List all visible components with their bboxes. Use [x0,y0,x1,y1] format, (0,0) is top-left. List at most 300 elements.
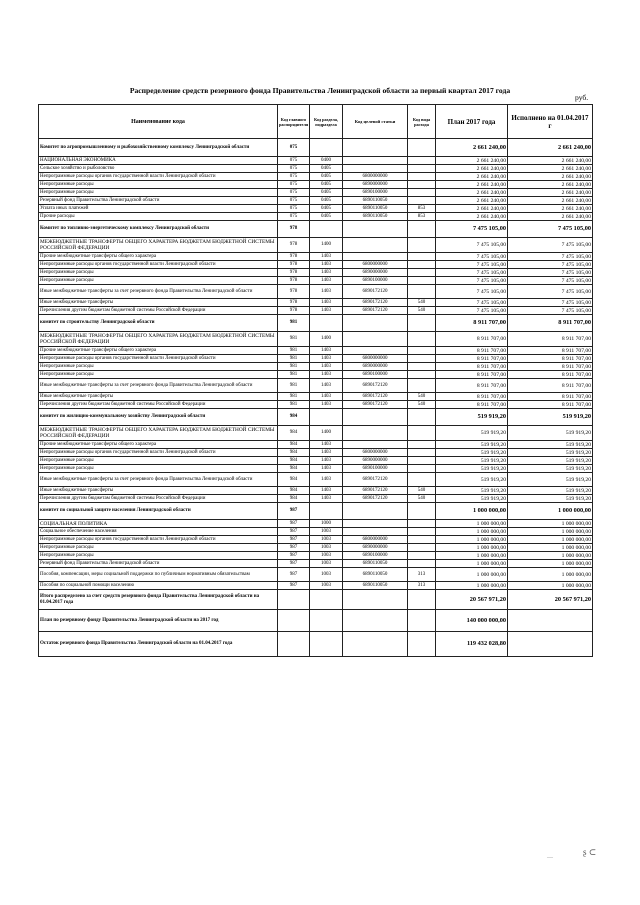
table-row [39,465,593,473]
table-row [39,552,593,560]
cell-plan: 519 919,20 [436,495,508,503]
table-row [39,582,593,590]
cell-article [343,165,408,173]
cell-section: 1403 [310,379,343,393]
cell-admin: 981 [278,332,310,347]
cell-plan: 8 911 707,00 [436,332,508,347]
cell-plan: 2 661 240,00 [436,139,508,157]
cell-name: Сельское хозяйство и рыболовство [39,165,278,173]
cell-done: 1 000 000,00 [508,544,593,552]
header-article: Код целевой статьи [343,105,408,139]
cell-admin: 987 [278,528,310,536]
cell-section: 1403 [310,495,343,503]
cell-name: Итого распределено за счет средств резервного фонда Правительства Ленинградской области на 01.04.2017 года [39,590,278,610]
cell-name: Перечисления другим бюджетам бюджетной системы Российской Федерации [39,495,278,503]
cell-name: Прочие межбюджетные трансферты общего характера [39,253,278,261]
table-row [39,473,593,487]
cell-article: 6890172120 [343,393,408,401]
cell-exptype [408,315,436,332]
cell-article [343,520,408,528]
cell-exptype [408,332,436,347]
header-section: Код раздела, подраздела [310,105,343,139]
cell-done: 7 475 105,00 [508,307,593,315]
cell-done: 1 000 000,00 [508,528,593,536]
cell-admin: 984 [278,441,310,449]
cell-plan: 1 000 000,00 [436,582,508,590]
cell-exptype [408,347,436,355]
cell-article [343,315,408,332]
table-row [39,426,593,441]
cell-name: МЕЖБЮДЖЕТНЫЕ ТРАНСФЕРТЫ ОБЩЕГО ХАРАКТЕРА БЮДЖЕТАМ БЮДЖЕТНОЙ СИСТЕМЫ РОССИЙСКОЙ ФЕДЕРАЦИИ [39,332,278,347]
cell-article [343,409,408,426]
cell-exptype [408,221,436,238]
cell-done: 8 911 707,00 [508,363,593,371]
cell-article: 6890172120 [343,285,408,299]
table-row [39,590,593,610]
cell-section: 1403 [310,441,343,449]
cell-article: 6890110050 [343,213,408,221]
cell-admin: 984 [278,409,310,426]
cell-article: 6800000000 [343,173,408,181]
cell-admin: 984 [278,449,310,457]
cell-section: 1003 [310,568,343,582]
cell-article: 6890172120 [343,299,408,307]
cell-article [343,253,408,261]
cell-done: 519 919,20 [508,473,593,487]
cell-article: 6890172120 [343,473,408,487]
cell-exptype: 540 [408,495,436,503]
cell-article: 6890100000 [343,189,408,197]
cell-plan: 1 000 000,00 [436,528,508,536]
cell-section: 0405 [310,173,343,181]
cell-admin: 978 [278,238,310,253]
cell-section: 1403 [310,393,343,401]
cell-plan: 2 661 240,00 [436,165,508,173]
cell-article [343,426,408,441]
cell-section: 1403 [310,299,343,307]
cell-admin: 987 [278,560,310,568]
cell-done: 7 475 105,00 [508,253,593,261]
cell-admin: 987 [278,536,310,544]
cell-section: 1003 [310,544,343,552]
cell-name: План по резервному фонду Правительства Ленинградской области на 2017 год [39,610,278,632]
cell-section [310,139,343,157]
cell-name: Перечисления другим бюджетам бюджетной системы Российской Федерации [39,307,278,315]
table-row [39,253,593,261]
table-row [39,157,593,165]
cell-done: 8 911 707,00 [508,347,593,355]
cell-done: 7 475 105,00 [508,221,593,238]
cell-article: 6890172120 [343,487,408,495]
cell-admin: 984 [278,495,310,503]
cell-exptype: 540 [408,487,436,495]
cell-done: 2 661 240,00 [508,173,593,181]
cell-exptype: 540 [408,401,436,409]
cell-plan: 1 000 000,00 [436,560,508,568]
cell-name: Непрограммные расходы органов государственной власти Ленинградской области [39,449,278,457]
table-row [39,536,593,544]
table-row [39,139,593,157]
table-row [39,355,593,363]
table-body [39,139,593,657]
cell-admin: 978 [278,261,310,269]
cell-article: 6890172120 [343,401,408,409]
cell-plan: 519 919,20 [436,449,508,457]
table-row [39,165,593,173]
cell-admin: 987 [278,552,310,560]
table-row [39,315,593,332]
cell-article: 6800000000 [343,261,408,269]
cell-name: комитет по строительству Ленинградской области [39,315,278,332]
cell-exptype [408,560,436,568]
header-exptype: Код вида расхода [408,105,436,139]
cell-plan: 519 919,20 [436,409,508,426]
cell-admin [278,632,310,657]
cell-section: 0405 [310,181,343,189]
cell-article: 6890110050 [343,560,408,568]
cell-section [310,632,343,657]
cell-exptype [408,426,436,441]
cell-exptype [408,269,436,277]
cell-section: 0405 [310,189,343,197]
cell-done [508,632,593,657]
cell-done: 1 000 000,00 [508,503,593,520]
table-row [39,189,593,197]
cell-plan: 8 911 707,00 [436,371,508,379]
cell-done: 2 661 240,00 [508,197,593,205]
cell-done: 8 911 707,00 [508,332,593,347]
document-title: Распределение средств резервного фонда Правительства Ленинградской области за первый квартал 2017 года [129,86,511,95]
cell-article: 6890172120 [343,307,408,315]
cell-section: 0400 [310,157,343,165]
handwritten-mark: ʂ ⊂ [583,847,597,857]
table-row [39,457,593,465]
cell-name: Непрограммные расходы [39,544,278,552]
table-row [39,238,593,253]
cell-admin: 978 [278,277,310,285]
cell-done: 1 000 000,00 [508,582,593,590]
cell-article: 6890000000 [343,363,408,371]
cell-plan: 119 432 028,80 [436,632,508,657]
cell-admin: 075 [278,197,310,205]
table-row [39,393,593,401]
cell-plan: 1 000 000,00 [436,544,508,552]
cell-section: 1400 [310,426,343,441]
cell-plan: 8 911 707,00 [436,363,508,371]
cell-plan: 2 661 240,00 [436,205,508,213]
cell-done: 2 661 240,00 [508,189,593,197]
cell-article: 6800000000 [343,449,408,457]
table-row [39,560,593,568]
cell-name: Непрограммные расходы [39,189,278,197]
cell-plan: 7 475 105,00 [436,253,508,261]
cell-plan: 7 475 105,00 [436,269,508,277]
cell-done: 519 919,20 [508,449,593,457]
cell-exptype [408,503,436,520]
cell-name: Непрограммные расходы [39,371,278,379]
cell-plan: 519 919,20 [436,487,508,495]
reserve-fund-table [38,104,593,657]
table-row [39,285,593,299]
cell-plan: 140 000 000,00 [436,610,508,632]
cell-section: 1403 [310,465,343,473]
cell-done: 7 475 105,00 [508,299,593,307]
cell-exptype [408,363,436,371]
cell-article [343,332,408,347]
cell-admin: 984 [278,457,310,465]
table-row [39,181,593,189]
cell-article [343,528,408,536]
table-row [39,332,593,347]
cell-name: Непрограммные расходы [39,363,278,371]
cell-plan: 8 911 707,00 [436,315,508,332]
cell-section: 1400 [310,238,343,253]
cell-exptype: 853 [408,205,436,213]
cell-done [508,610,593,632]
cell-exptype [408,632,436,657]
cell-section: 1403 [310,371,343,379]
cell-exptype: 313 [408,568,436,582]
cell-admin: 981 [278,355,310,363]
cell-done: 1 000 000,00 [508,552,593,560]
cell-name: комитет по социальной защите населения Ленинградской области [39,503,278,520]
cell-admin: 075 [278,165,310,173]
cell-plan: 2 661 240,00 [436,157,508,165]
cell-done: 2 661 240,00 [508,139,593,157]
table-row [39,371,593,379]
cell-name: Иные межбюджетные трансферты [39,487,278,495]
table-row [39,299,593,307]
cell-exptype [408,238,436,253]
cell-plan: 1 000 000,00 [436,503,508,520]
cell-name: НАЦИОНАЛЬНАЯ ЭКОНОМИКА [39,157,278,165]
cell-section: 1403 [310,277,343,285]
cell-article: 6890100000 [343,552,408,560]
cell-admin: 075 [278,157,310,165]
cell-done: 2 661 240,00 [508,181,593,189]
cell-name: Иные межбюджетные трансферты [39,393,278,401]
cell-admin: 981 [278,363,310,371]
cell-admin: 075 [278,139,310,157]
cell-name: Резервный фонд Правительства Ленинградской области [39,560,278,568]
cell-done: 2 661 240,00 [508,157,593,165]
cell-name: Перечисления другим бюджетам бюджетной системы Российской Федерации [39,401,278,409]
cell-exptype [408,253,436,261]
cell-article: 6890110050 [343,197,408,205]
cell-exptype [408,544,436,552]
cell-exptype [408,590,436,610]
cell-section: 0405 [310,197,343,205]
header-plan: План 2017 года [436,105,508,139]
cell-exptype [408,371,436,379]
table-row [39,610,593,632]
cell-admin: 981 [278,401,310,409]
cell-name: Иные межбюджетные трансферты [39,299,278,307]
table-row [39,213,593,221]
cell-name: Непрограммные расходы [39,552,278,560]
table-header-row [39,105,593,139]
cell-done: 519 919,20 [508,409,593,426]
table-row [39,197,593,205]
cell-name: Иные межбюджетные трансферты за счет резервного фонда Правительства Ленинградской области [39,379,278,393]
table-row [39,503,593,520]
cell-section: 1403 [310,307,343,315]
cell-article [343,139,408,157]
cell-plan: 8 911 707,00 [436,347,508,355]
cell-plan: 519 919,20 [436,441,508,449]
cell-admin: 981 [278,347,310,355]
cell-name: Непрограммные расходы [39,181,278,189]
cell-article: 6890110050 [343,568,408,582]
cell-exptype [408,449,436,457]
cell-article: 6800000000 [343,536,408,544]
table-row [39,544,593,552]
table-row [39,173,593,181]
table-row [39,528,593,536]
cell-plan: 8 911 707,00 [436,401,508,409]
cell-exptype [408,189,436,197]
cell-plan: 1 000 000,00 [436,568,508,582]
cell-section: 1403 [310,269,343,277]
cell-section [310,503,343,520]
table-row [39,363,593,371]
header-done: Исполнено на 01.04.2017 г [508,105,593,139]
cell-plan: 1 000 000,00 [436,520,508,528]
cell-done: 2 661 240,00 [508,165,593,173]
cell-article: 6890000000 [343,457,408,465]
cell-name: МЕЖБЮДЖЕТНЫЕ ТРАНСФЕРТЫ ОБЩЕГО ХАРАКТЕРА БЮДЖЕТАМ БЮДЖЕТНОЙ СИСТЕМЫ РОССИЙСКОЙ ФЕДЕРАЦИИ [39,238,278,253]
cell-section [310,610,343,632]
cell-done: 519 919,20 [508,487,593,495]
cell-name: Комитет по агропромышленному и рыбохозяйственному комплексу Ленинградской области [39,139,278,157]
cell-exptype [408,610,436,632]
cell-article: 6890100000 [343,465,408,473]
cell-exptype [408,157,436,165]
cell-done: 8 911 707,00 [508,393,593,401]
cell-exptype [408,536,436,544]
cell-done: 2 661 240,00 [508,213,593,221]
table-row [39,632,593,657]
cell-name: Непрограммные расходы [39,457,278,465]
cell-exptype [408,457,436,465]
cell-done: 8 911 707,00 [508,401,593,409]
cell-admin: 075 [278,213,310,221]
cell-plan: 2 661 240,00 [436,181,508,189]
cell-done: 1 000 000,00 [508,520,593,528]
cell-done: 7 475 105,00 [508,285,593,299]
table-row [39,401,593,409]
cell-article: 6890172120 [343,379,408,393]
currency-unit: руб. [575,93,589,102]
cell-section: 1403 [310,487,343,495]
cell-section: 1403 [310,401,343,409]
cell-article [343,157,408,165]
header-admin: Код главного распорядителя [278,105,310,139]
cell-admin: 978 [278,307,310,315]
scan-mark: — [547,855,553,861]
cell-section [310,409,343,426]
cell-exptype: 540 [408,393,436,401]
table-row [39,261,593,269]
cell-name: Социальное обеспечение населения [39,528,278,536]
cell-name: Непрограммные расходы [39,277,278,285]
cell-admin [278,610,310,632]
table-row [39,441,593,449]
cell-plan: 7 475 105,00 [436,285,508,299]
cell-section: 1003 [310,552,343,560]
cell-admin [278,590,310,610]
cell-exptype [408,165,436,173]
cell-section: 1403 [310,285,343,299]
cell-section: 1403 [310,457,343,465]
cell-done: 7 475 105,00 [508,261,593,269]
cell-name: комитет по жилищно-коммунальному хозяйству Ленинградской области [39,409,278,426]
cell-admin: 987 [278,503,310,520]
cell-plan: 2 661 240,00 [436,197,508,205]
cell-name: Непрограммные расходы органов государственной власти Ленинградской области [39,173,278,181]
cell-section: 1403 [310,449,343,457]
cell-plan: 2 661 240,00 [436,173,508,181]
cell-name: Непрограммные расходы [39,269,278,277]
cell-exptype [408,379,436,393]
cell-plan: 7 475 105,00 [436,299,508,307]
cell-admin: 981 [278,379,310,393]
cell-done: 7 475 105,00 [508,238,593,253]
table-row [39,568,593,582]
cell-section: 1003 [310,560,343,568]
cell-name: Комитет по топливно-энергетическому комплексу Ленинградской области [39,221,278,238]
table-row [39,221,593,238]
cell-admin: 981 [278,315,310,332]
cell-plan: 1 000 000,00 [436,552,508,560]
cell-admin: 987 [278,520,310,528]
cell-name: Уплата иных платежей [39,205,278,213]
cell-article: 6890000000 [343,269,408,277]
cell-plan: 7 475 105,00 [436,238,508,253]
cell-name: Непрограммные расходы [39,465,278,473]
cell-exptype: 313 [408,582,436,590]
cell-name: СОЦИАЛЬНАЯ ПОЛИТИКА [39,520,278,528]
cell-section: 0405 [310,205,343,213]
cell-done: 8 911 707,00 [508,355,593,363]
cell-article: 6890100000 [343,371,408,379]
cell-plan: 7 475 105,00 [436,221,508,238]
cell-plan: 7 475 105,00 [436,261,508,269]
cell-admin: 075 [278,205,310,213]
cell-done: 1 000 000,00 [508,536,593,544]
cell-article [343,610,408,632]
cell-section: 1000 [310,520,343,528]
cell-name: Резервный фонд Правительства Ленинградской области [39,197,278,205]
cell-exptype: 853 [408,213,436,221]
cell-admin: 075 [278,181,310,189]
cell-section: 1003 [310,536,343,544]
cell-done: 519 919,20 [508,465,593,473]
cell-article [343,347,408,355]
cell-done: 519 919,20 [508,441,593,449]
cell-article [343,503,408,520]
table-row [39,449,593,457]
table-row [39,269,593,277]
cell-section: 1403 [310,261,343,269]
table-row [39,379,593,393]
cell-section: 0405 [310,213,343,221]
cell-exptype [408,355,436,363]
table-row [39,409,593,426]
cell-done: 519 919,20 [508,457,593,465]
cell-admin: 987 [278,568,310,582]
header-name: Наименование кода [39,105,278,139]
